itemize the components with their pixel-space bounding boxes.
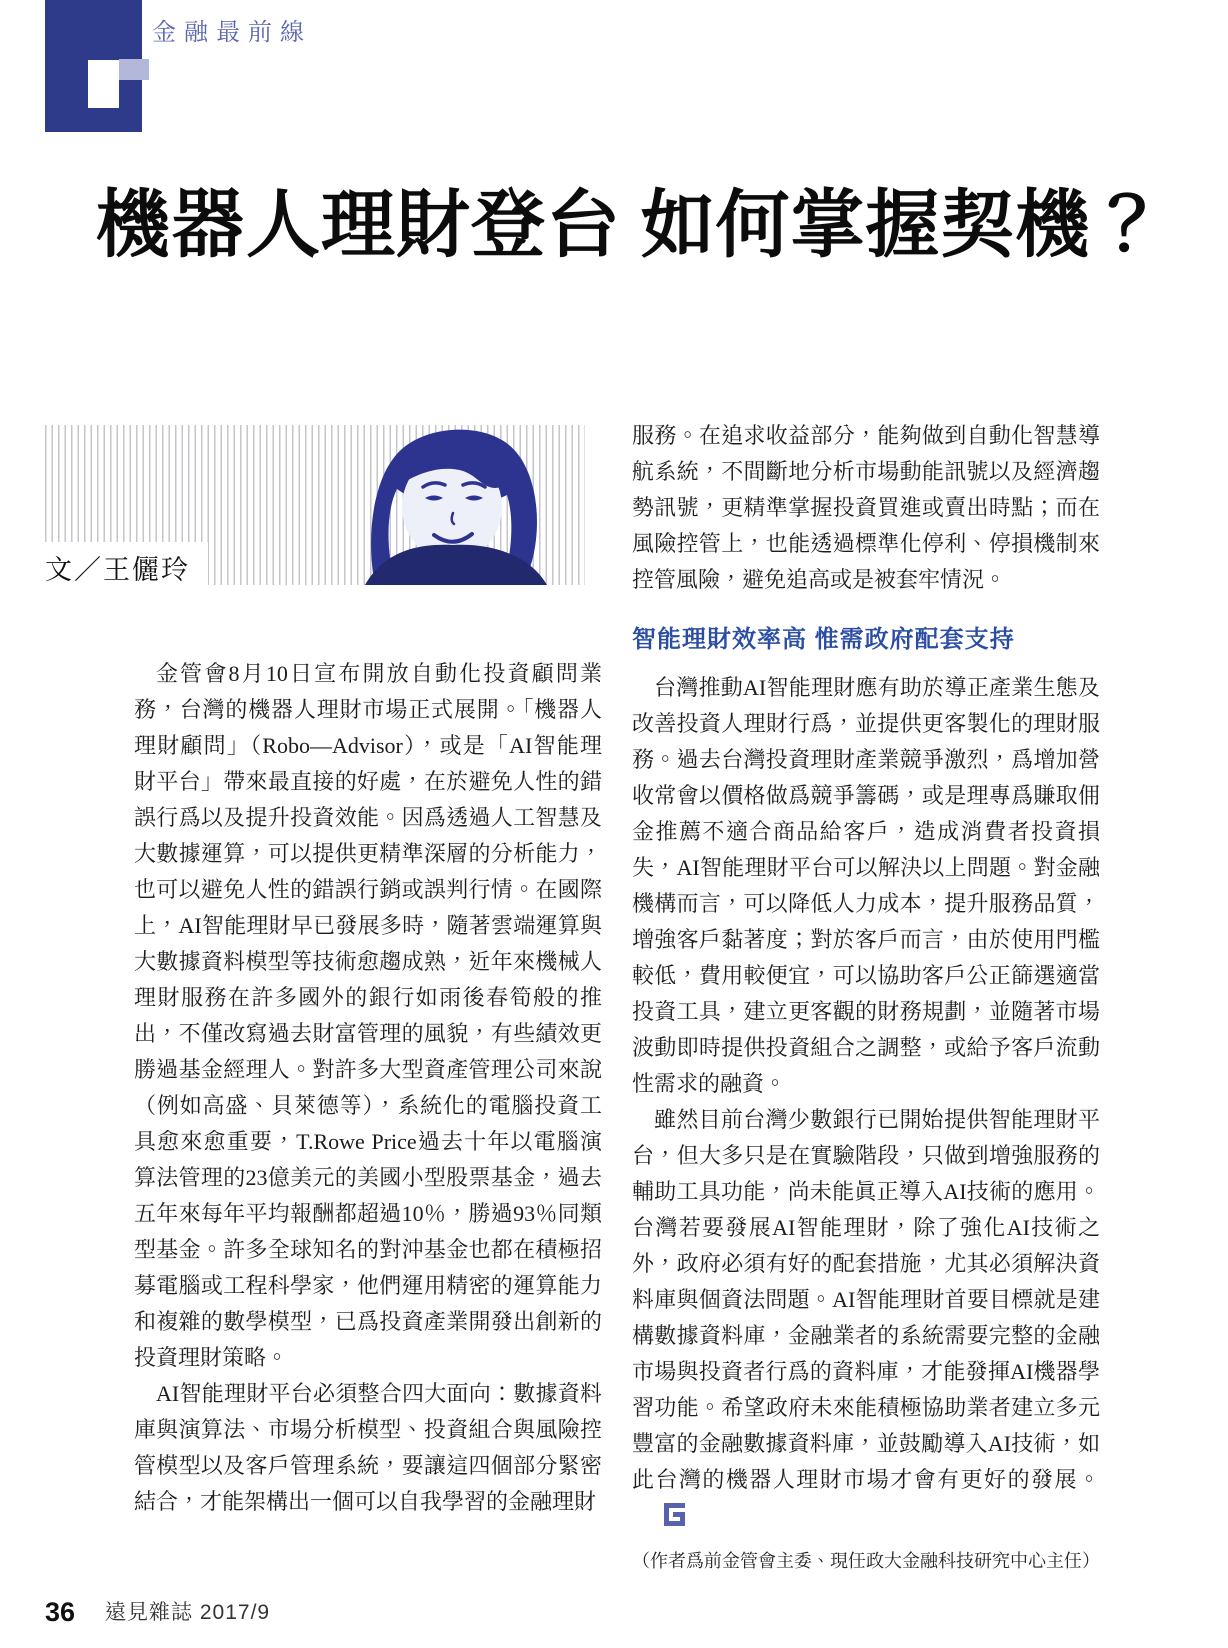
section-marker-violet-block	[119, 59, 149, 80]
body-paragraph-text: 雖然目前台灣少數銀行已開始提供智能理財平台，但大多只是在實驗階段，只做到增強服務的輔助工具功能，尚未能眞正導入AI技術的應用。台灣若要發展AI智能理財，除了強化AI技術之外，政府必須有好的配套措施，尤其必須解決資料庫與個資法問題。AI智能理財首要目標就是建構數據資料庫，金融業者的系統需要完整的金融市場與投資者行爲的資料庫，才能發揮AI機器學習功能。希望政府未來能積極協助業者建立多元豐富的金融數據資料庫，並鼓勵導入AI技術，如此台灣的機器人理財市場才會有更好的發展。	[632, 1106, 1100, 1492]
page-number: 36	[45, 1597, 76, 1627]
left-column	[134, 656, 602, 1520]
body-paragraph: 金管會8月10日宣布開放自動化投資顧問業務，台灣的機器人理財市場正式展開。「機器人理財顧問」（Robo—Advisor），或是「AI智能理財平台」帶來最直接的好處，在於避免人性的錯誤行爲以及提升投資效能。因爲透過人工智慧及大數據運算，可以提供更精準深層的分析能力，也可以避免人性的錯誤行銷或誤判行情。在國際上，AI智能理財早已發展多時，隨著雲端運算與大數據資料模型等技術愈趨成熟，近年來機械人理財服務在許多國外的銀行如雨後春筍般的推出，不僅改寫過去財富管理的風貌，有些績效更勝過基金經理人。對許多大型資產管理公司來說（例如高盛、貝萊德等），系統化的電腦投資工具愈來愈重要，T.Rowe Price過去十年以電腦演算法管理的23億美元的美國小型股票基金，過去五年來每年平均報酬都超過10％，勝過93％同類型基金。許多全球知名的對沖基金也都在積極招募電腦或工程科學家，他們運用精密的運算能力和複雜的數學模型，已爲投資產業開發出創新的投資理財策略。	[134, 661, 602, 1370]
body-paragraph: 台灣推動AI智能理財應有助於導正產業生態及改善投資人理財行爲，並提供更客製化的理財服務。過去台灣投資理財產業競爭激烈，爲增加營收常會以價格做爲競爭籌碼，或是理專爲賺取佣金推薦不適合商品給客戶，造成消費者投資損失，AI智能理財平台可以解決以上問題。對金融機構而言，可以降低人力成本，提升服務品質，增強客戶黏著度；對於客戶而言，由於使用門檻較低，費用較便宜，可以協助客戶公正篩選適當投資工具，建立更客觀的財務規劃，並隨著市場波動即時提供投資組合之調整，或給予客戶流動性需求的融資。	[632, 674, 1100, 1096]
author-portrait-image	[335, 425, 585, 585]
body-paragraph	[632, 1102, 1100, 1534]
section-marker-logo	[45, 0, 142, 132]
subheading: 智能理財效率高 惟需政府配套支持	[632, 626, 1015, 653]
page-footer	[45, 1596, 270, 1628]
body-paragraph: AI智能理財平台必須整合四大面向：數據資料庫與演算法、市場分析模型、投資組合與風險控管模型以及客戶管理系統，要讓這四個部分緊密結合，才能架構出一個可以自我學習的金融理財	[134, 1381, 602, 1514]
section-label: 金融最前線	[152, 19, 312, 46]
right-column	[632, 418, 1100, 1574]
author-photo-block	[45, 425, 585, 585]
magazine-name: 遠見雜誌 2017/9	[105, 1601, 271, 1624]
body-paragraph-continuation: 服務。在追求收益部分，能夠做到自動化智慧導航系統，不間斷地分析市場動能訊號以及經濟趨勢訊號，更精準掌握投資買進或賣出時點；而在風險控管上，也能透過標準化停利、停損機制來控管風險，避免追高或是被套牢情況。	[632, 423, 1100, 592]
section-marker-white-block	[88, 60, 119, 108]
article-title: 機器人理財登台 如何掌握契機？	[96, 185, 1166, 267]
author-note: （作者爲前金管會主委、現任政大金融科技研究中心主任）	[632, 1550, 1100, 1571]
byline: 文／王儷玲	[45, 542, 208, 591]
gvm-g-end-mark-icon	[642, 1501, 663, 1524]
